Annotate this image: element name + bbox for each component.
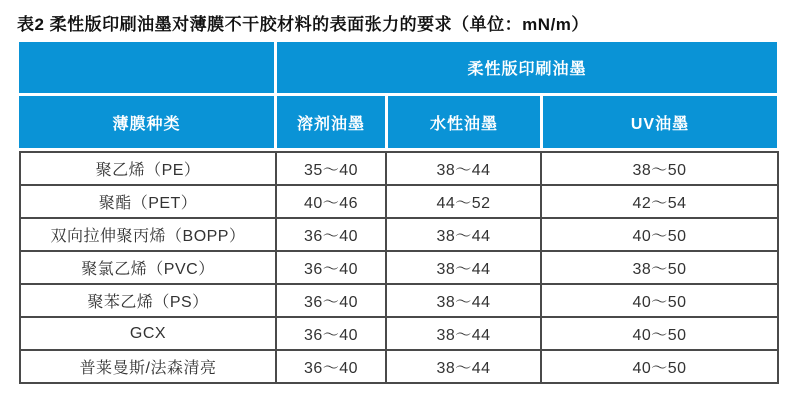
table-header-columns-row bbox=[19, 96, 777, 148]
table-body bbox=[19, 151, 779, 384]
table-row bbox=[20, 317, 778, 350]
cell-solvent: 35～40 bbox=[276, 152, 386, 185]
table-row bbox=[20, 185, 778, 218]
cell-uv: 42～54 bbox=[541, 185, 778, 218]
cell-uv: 38～50 bbox=[541, 251, 778, 284]
cell-solvent: 36～40 bbox=[276, 317, 386, 350]
table-row bbox=[20, 350, 778, 383]
header-group-cell: 柔性版印刷油墨 bbox=[277, 42, 777, 93]
cell-material: GCX bbox=[20, 317, 276, 350]
cell-uv: 40～50 bbox=[541, 350, 778, 383]
column-header-film-type: 薄膜种类 bbox=[19, 96, 274, 148]
cell-water: 38～44 bbox=[386, 350, 541, 383]
column-header-solvent-ink: 溶剂油墨 bbox=[277, 96, 385, 148]
cell-solvent: 36～40 bbox=[276, 350, 386, 383]
cell-material: 聚氯乙烯（PVC） bbox=[20, 251, 276, 284]
table-row bbox=[20, 152, 778, 185]
table-header-group-row bbox=[19, 42, 777, 93]
cell-material: 双向拉伸聚丙烯（BOPP） bbox=[20, 218, 276, 251]
cell-water: 38～44 bbox=[386, 218, 541, 251]
table-row bbox=[20, 218, 778, 251]
cell-uv: 38～50 bbox=[541, 152, 778, 185]
cell-water: 44～52 bbox=[386, 185, 541, 218]
surface-tension-table bbox=[19, 42, 777, 384]
cell-solvent: 36～40 bbox=[276, 218, 386, 251]
column-header-uv-ink: UV油墨 bbox=[543, 96, 777, 148]
cell-solvent: 36～40 bbox=[276, 284, 386, 317]
cell-water: 38～44 bbox=[386, 251, 541, 284]
cell-uv: 40～50 bbox=[541, 218, 778, 251]
cell-solvent: 40～46 bbox=[276, 185, 386, 218]
cell-solvent: 36～40 bbox=[276, 251, 386, 284]
table-row bbox=[20, 284, 778, 317]
cell-water: 38～44 bbox=[386, 284, 541, 317]
cell-uv: 40～50 bbox=[541, 284, 778, 317]
header-empty-cell bbox=[19, 42, 274, 93]
cell-water: 38～44 bbox=[386, 317, 541, 350]
table-row bbox=[20, 251, 778, 284]
cell-material: 聚苯乙烯（PS） bbox=[20, 284, 276, 317]
table-caption: 表2 柔性版印刷油墨对薄膜不干胶材料的表面张力的要求（单位：mN/m） bbox=[17, 15, 589, 34]
column-header-water-ink: 水性油墨 bbox=[388, 96, 540, 148]
cell-material: 聚酯（PET） bbox=[20, 185, 276, 218]
cell-material: 聚乙烯（PE） bbox=[20, 152, 276, 185]
cell-uv: 40～50 bbox=[541, 317, 778, 350]
cell-water: 38～44 bbox=[386, 152, 541, 185]
cell-material: 普莱曼斯/法森清亮 bbox=[20, 350, 276, 383]
